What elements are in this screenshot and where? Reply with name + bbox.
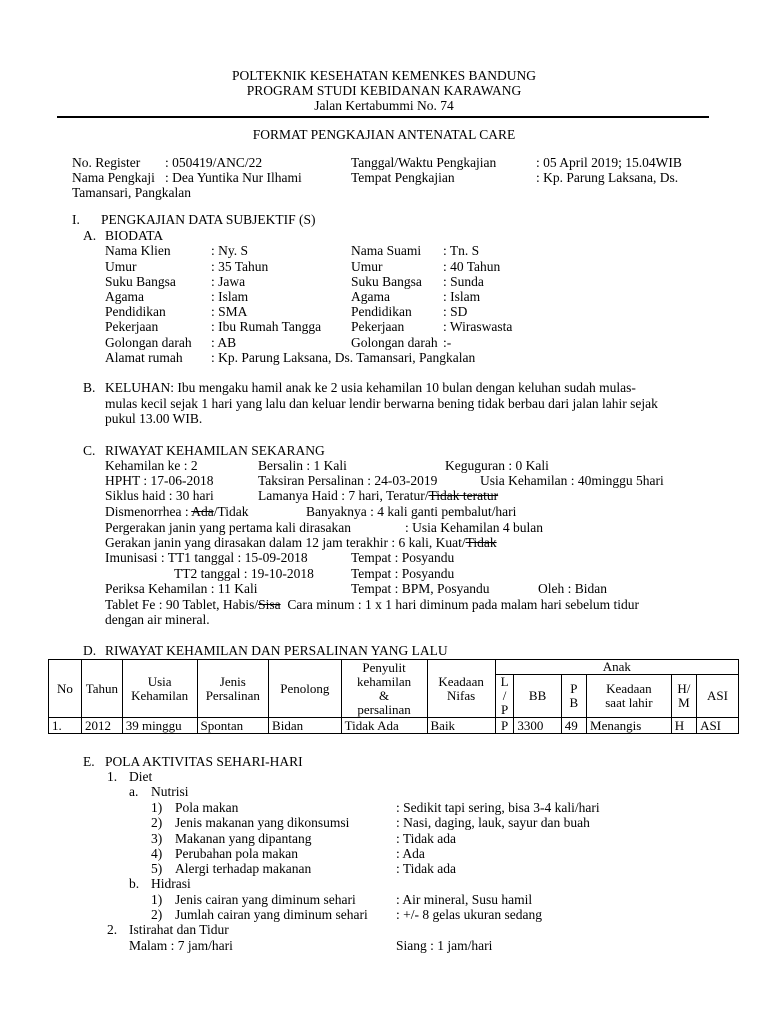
periksa-oleh: Oleh : Bidan bbox=[538, 581, 607, 596]
institution-address: Jalan Kertabummi No. 74 bbox=[314, 98, 454, 113]
biodata-label: Suku Bangsa bbox=[105, 274, 176, 289]
list-item-value: : Tidak ada bbox=[396, 861, 457, 876]
tidur-malam: Malam : 7 jam/hari bbox=[129, 938, 233, 953]
riwayat-lalu-title: RIWAYAT KEHAMILAN DAN PERSALINAN YANG LALU bbox=[105, 643, 448, 658]
th-penolong: Penolong bbox=[269, 660, 342, 718]
hidrasi-title: Hidrasi bbox=[151, 876, 191, 891]
cell-bb: 3300 bbox=[514, 718, 561, 734]
th-text: L bbox=[500, 674, 509, 689]
th-hm bbox=[671, 675, 696, 718]
riwayat-sekarang-letter: C. bbox=[83, 443, 96, 458]
riwayat-lalu-letter: D. bbox=[83, 643, 97, 658]
biodata-label: Suku Bangsa bbox=[351, 274, 422, 289]
siklus-haid: Siklus haid : 30 hari bbox=[105, 488, 214, 503]
th-text: B bbox=[569, 695, 579, 710]
cell-tahun: 2012 bbox=[82, 718, 123, 734]
imunisasi-tt2-tempat: Tempat : Posyandu bbox=[351, 566, 455, 581]
history-header-row bbox=[49, 660, 739, 675]
list-item-value: : +/- 8 gelas ukuran sedang bbox=[396, 907, 542, 922]
cell-keadaan: Menangis bbox=[587, 718, 672, 734]
th-text: Persalinan bbox=[205, 687, 260, 703]
tablet-fe bbox=[105, 597, 639, 612]
list-item-number: 2) bbox=[151, 815, 163, 830]
tablet-fe-struck: Sisa bbox=[258, 597, 281, 612]
keluhan-label: KELUHAN: bbox=[105, 380, 174, 395]
list-item-label: Jenis cairan yang diminum sehari bbox=[175, 892, 356, 907]
gerakan-janin-struck: Tidak bbox=[465, 535, 497, 550]
header-divider bbox=[57, 116, 709, 118]
dismenorrhea bbox=[105, 504, 249, 519]
list-item-number: 1) bbox=[151, 800, 163, 815]
istirahat-title: Istirahat dan Tidur bbox=[129, 922, 229, 937]
biodata-value: : 40 Tahun bbox=[443, 259, 501, 274]
list-item-label: Jumlah cairan yang diminum sehari bbox=[175, 907, 368, 922]
biodata-label: Golongan darah bbox=[351, 335, 438, 350]
cell-hm: H bbox=[671, 718, 696, 734]
table-row bbox=[49, 718, 739, 734]
th-text: Penyulit bbox=[362, 659, 406, 675]
list-item-number: 2) bbox=[151, 907, 163, 922]
section-number: I. bbox=[72, 212, 80, 227]
cell-lp: P bbox=[495, 718, 514, 734]
list-item-number: 5) bbox=[151, 861, 163, 876]
diet-title: Diet bbox=[129, 769, 153, 784]
th-anak: Anak bbox=[495, 660, 738, 675]
biodata-value: : Sunda bbox=[443, 274, 484, 289]
imunisasi-tt1-tempat: Tempat : Posyandu bbox=[351, 550, 455, 565]
tablet-fe-cont: dengan air mineral. bbox=[105, 612, 210, 627]
form-title: FORMAT PENGKAJIAN ANTENATAL CARE bbox=[252, 127, 516, 142]
biodata-label: Agama bbox=[105, 289, 144, 304]
dismenorrhea-text: /Tidak bbox=[213, 504, 249, 519]
gerakan-janin bbox=[105, 535, 497, 550]
biodata-label: Nama Suami bbox=[351, 243, 422, 258]
th-usia-kehamilan bbox=[122, 660, 197, 718]
alamat-label: Alamat rumah bbox=[105, 350, 183, 365]
hpht: HPHT : 17-06-2018 bbox=[105, 473, 214, 488]
th-text: Kehamilan bbox=[131, 687, 189, 703]
register-value: : 050419/ANC/22 bbox=[165, 155, 263, 170]
th-pb bbox=[561, 675, 586, 718]
th-text: Usia bbox=[147, 673, 172, 689]
biodata-value: : Ibu Rumah Tangga bbox=[211, 319, 322, 334]
periksa-kehamilan: Periksa Kehamilan : 11 Kali bbox=[105, 581, 258, 596]
istirahat-number: 2. bbox=[107, 922, 118, 937]
th-jenis-persalinan bbox=[197, 660, 269, 718]
riwayat-sekarang-title: RIWAYAT KEHAMILAN SEKARANG bbox=[105, 443, 325, 458]
keguguran: Keguguran : 0 Kali bbox=[445, 458, 549, 473]
list-item-number: 4) bbox=[151, 846, 163, 861]
biodata-value: : 35 Tahun bbox=[211, 259, 269, 274]
biodata-label: Umur bbox=[351, 259, 383, 274]
tempat-continuation: Tamansari, Pangkalan bbox=[72, 185, 192, 200]
th-text: & bbox=[379, 687, 390, 703]
biodata-label: Pendidikan bbox=[105, 304, 166, 319]
tablet-fe-text: Tablet Fe : 90 Tablet, Habis/ bbox=[105, 597, 259, 612]
th-text: P bbox=[500, 702, 509, 717]
th-text: Jenis bbox=[219, 673, 246, 689]
th-text: kehamilan bbox=[357, 673, 412, 689]
biodata-letter: A. bbox=[83, 228, 97, 243]
history-table bbox=[48, 659, 739, 734]
th-text: Nifas bbox=[447, 687, 476, 703]
list-item-label: Pola makan bbox=[175, 800, 239, 815]
section-title: PENGKAJIAN DATA SUBJEKTIF (S) bbox=[101, 212, 316, 227]
keluhan-line: mulas kecil sejak 1 hari yang lalu dan keluar lendir berwarna bening tidak berbau dari jalan lahir sejak bbox=[105, 396, 658, 411]
th-text: Keadaan bbox=[438, 673, 484, 689]
list-item-label: Jenis makanan yang dikonsumsi bbox=[175, 815, 350, 830]
list-item-label: Makanan yang dipantang bbox=[175, 831, 312, 846]
tidur-siang: Siang : 1 jam/hari bbox=[396, 938, 493, 953]
th-penyulit bbox=[341, 660, 427, 718]
biodata-value: : Ny. S bbox=[211, 243, 249, 258]
biodata-label: Nama Klien bbox=[105, 243, 171, 258]
biodata-label: Umur bbox=[105, 259, 137, 274]
pengkaji-label: Nama Pengkaji bbox=[72, 170, 155, 185]
cell-pb: 49 bbox=[561, 718, 586, 734]
alamat-value: : Kp. Parung Laksana, Ds. Tamansari, Pangkalan bbox=[211, 350, 476, 365]
list-item-value: : Sedikit tapi sering, bisa 3-4 kali/hari bbox=[396, 800, 600, 815]
kehamilan-ke: Kehamilan ke : 2 bbox=[105, 458, 198, 473]
cell-no: 1. bbox=[49, 718, 82, 734]
keluhan-line: Ibu mengaku hamil anak ke 2 usia kehamilan 10 bulan dengan keluhan sudah mulas- bbox=[174, 380, 636, 395]
taksiran-persalinan: Taksiran Persalinan : 24-03-2019 bbox=[258, 473, 438, 488]
th-asi: ASI bbox=[697, 675, 739, 718]
biodata-value: : Jawa bbox=[211, 274, 246, 289]
pola-title: POLA AKTIVITAS SEHARI-HARI bbox=[105, 754, 303, 769]
tempat-label: Tempat Pengkajian bbox=[351, 170, 455, 185]
keluhan-letter: B. bbox=[83, 380, 96, 395]
cell-nifas: Baik bbox=[427, 718, 495, 734]
list-item-value: : Nasi, daging, lauk, sayur dan buah bbox=[396, 815, 590, 830]
th-keadaan-lahir bbox=[587, 675, 672, 718]
biodata-value: : Islam bbox=[443, 289, 481, 304]
tanggal-value: : 05 April 2019; 15.04WIB bbox=[536, 155, 682, 170]
usia-kehamilan: Usia Kehamilan : 40minggu 5hari bbox=[480, 473, 664, 488]
list-item-label: Alergi terhadap makanan bbox=[175, 861, 312, 876]
diet-number: 1. bbox=[107, 769, 118, 784]
cell-penyulit: Tidak Ada bbox=[341, 718, 427, 734]
periksa-tempat: Tempat : BPM, Posyandu bbox=[351, 581, 490, 596]
biodata-value: : AB bbox=[211, 335, 237, 350]
institution-name: POLTEKNIK KESEHATAN KEMENKES BANDUNG bbox=[231, 68, 537, 83]
cell-penolong: Bidan bbox=[269, 718, 342, 734]
tablet-fe-text: Cara minum : 1 x 1 hari diminum pada malam hari sebelum tidur bbox=[280, 597, 640, 612]
biodata-label: Golongan darah bbox=[105, 335, 192, 350]
th-text: / bbox=[502, 688, 507, 703]
th-text: saat lahir bbox=[605, 695, 653, 710]
biodata-label: Pekerjaan bbox=[351, 319, 405, 334]
th-text: H/ bbox=[677, 681, 691, 696]
th-text: persalinan bbox=[357, 701, 411, 717]
biodata-title: BIODATA bbox=[105, 228, 164, 243]
th-keadaan-nifas bbox=[427, 660, 495, 718]
list-item-number: 3) bbox=[151, 831, 163, 846]
biodata-label: Agama bbox=[351, 289, 390, 304]
list-item-number: 1) bbox=[151, 892, 163, 907]
hidrasi-letter: b. bbox=[129, 876, 140, 891]
th-tahun: Tahun bbox=[82, 660, 123, 718]
list-item-value: : Ada bbox=[396, 846, 425, 861]
nutrisi-letter: a. bbox=[129, 784, 139, 799]
imunisasi-tt1: Imunisasi : TT1 tanggal : 15-09-2018 bbox=[105, 550, 308, 565]
th-bb: BB bbox=[514, 675, 561, 718]
biodata-value: : Islam bbox=[211, 289, 249, 304]
pergerakan-janin: Pergerakan janin yang pertama kali dirasakan bbox=[105, 520, 352, 535]
program-name: PROGRAM STUDI KEBIDANAN KARAWANG bbox=[246, 83, 522, 98]
banyaknya: Banyaknya : 4 kali ganti pembalut/hari bbox=[306, 504, 517, 519]
tanggal-label: Tanggal/Waktu Pengkajian bbox=[351, 155, 497, 170]
cell-jenis: Spontan bbox=[197, 718, 269, 734]
biodata-value: :- bbox=[443, 335, 452, 350]
list-item-value: : Air mineral, Susu hamil bbox=[396, 892, 533, 907]
pergerakan-janin-value: : Usia Kehamilan 4 bulan bbox=[405, 520, 543, 535]
biodata-value: : Tn. S bbox=[443, 243, 480, 258]
cell-usia: 39 minggu bbox=[122, 718, 197, 734]
lamanya-haid-text: Lamanya Haid : 7 hari, Teratur/ bbox=[258, 488, 429, 503]
biodata-value: : SD bbox=[443, 304, 468, 319]
nutrisi-title: Nutrisi bbox=[151, 784, 189, 799]
dismenorrhea-struck: Ada bbox=[191, 504, 214, 519]
dismenorrhea-text: Dismenorrhea : bbox=[105, 504, 192, 519]
list-item-value: : Tidak ada bbox=[396, 831, 457, 846]
lamanya-haid bbox=[258, 488, 498, 503]
keluhan-line: pukul 13.00 WIB. bbox=[105, 411, 203, 426]
th-lp bbox=[495, 675, 514, 718]
register-label: No. Register bbox=[72, 155, 141, 170]
gerakan-janin-text: Gerakan janin yang dirasakan dalam 12 jam terakhir : 6 kali, Kuat/ bbox=[105, 535, 466, 550]
th-text: P bbox=[570, 681, 578, 696]
keluhan-text bbox=[105, 380, 636, 395]
tempat-value: : Kp. Parung Laksana, Ds. bbox=[536, 170, 679, 185]
th-text: Keadaan bbox=[606, 681, 652, 696]
pengkaji-value: : Dea Yuntika Nur Ilhami bbox=[165, 170, 302, 185]
lamanya-haid-struck: Tidak teratur bbox=[428, 488, 499, 503]
cell-asi: ASI bbox=[697, 718, 739, 734]
biodata-label: Pekerjaan bbox=[105, 319, 159, 334]
biodata-label: Pendidikan bbox=[351, 304, 412, 319]
biodata-value: : Wiraswasta bbox=[443, 319, 513, 334]
pola-letter: E. bbox=[83, 754, 95, 769]
th-no: No bbox=[49, 660, 82, 718]
bersalin: Bersalin : 1 Kali bbox=[258, 458, 347, 473]
list-item-label: Perubahan pola makan bbox=[175, 846, 298, 861]
biodata-value: : SMA bbox=[211, 304, 248, 319]
th-text: M bbox=[678, 695, 690, 710]
imunisasi-tt2: TT2 tanggal : 19-10-2018 bbox=[174, 566, 314, 581]
